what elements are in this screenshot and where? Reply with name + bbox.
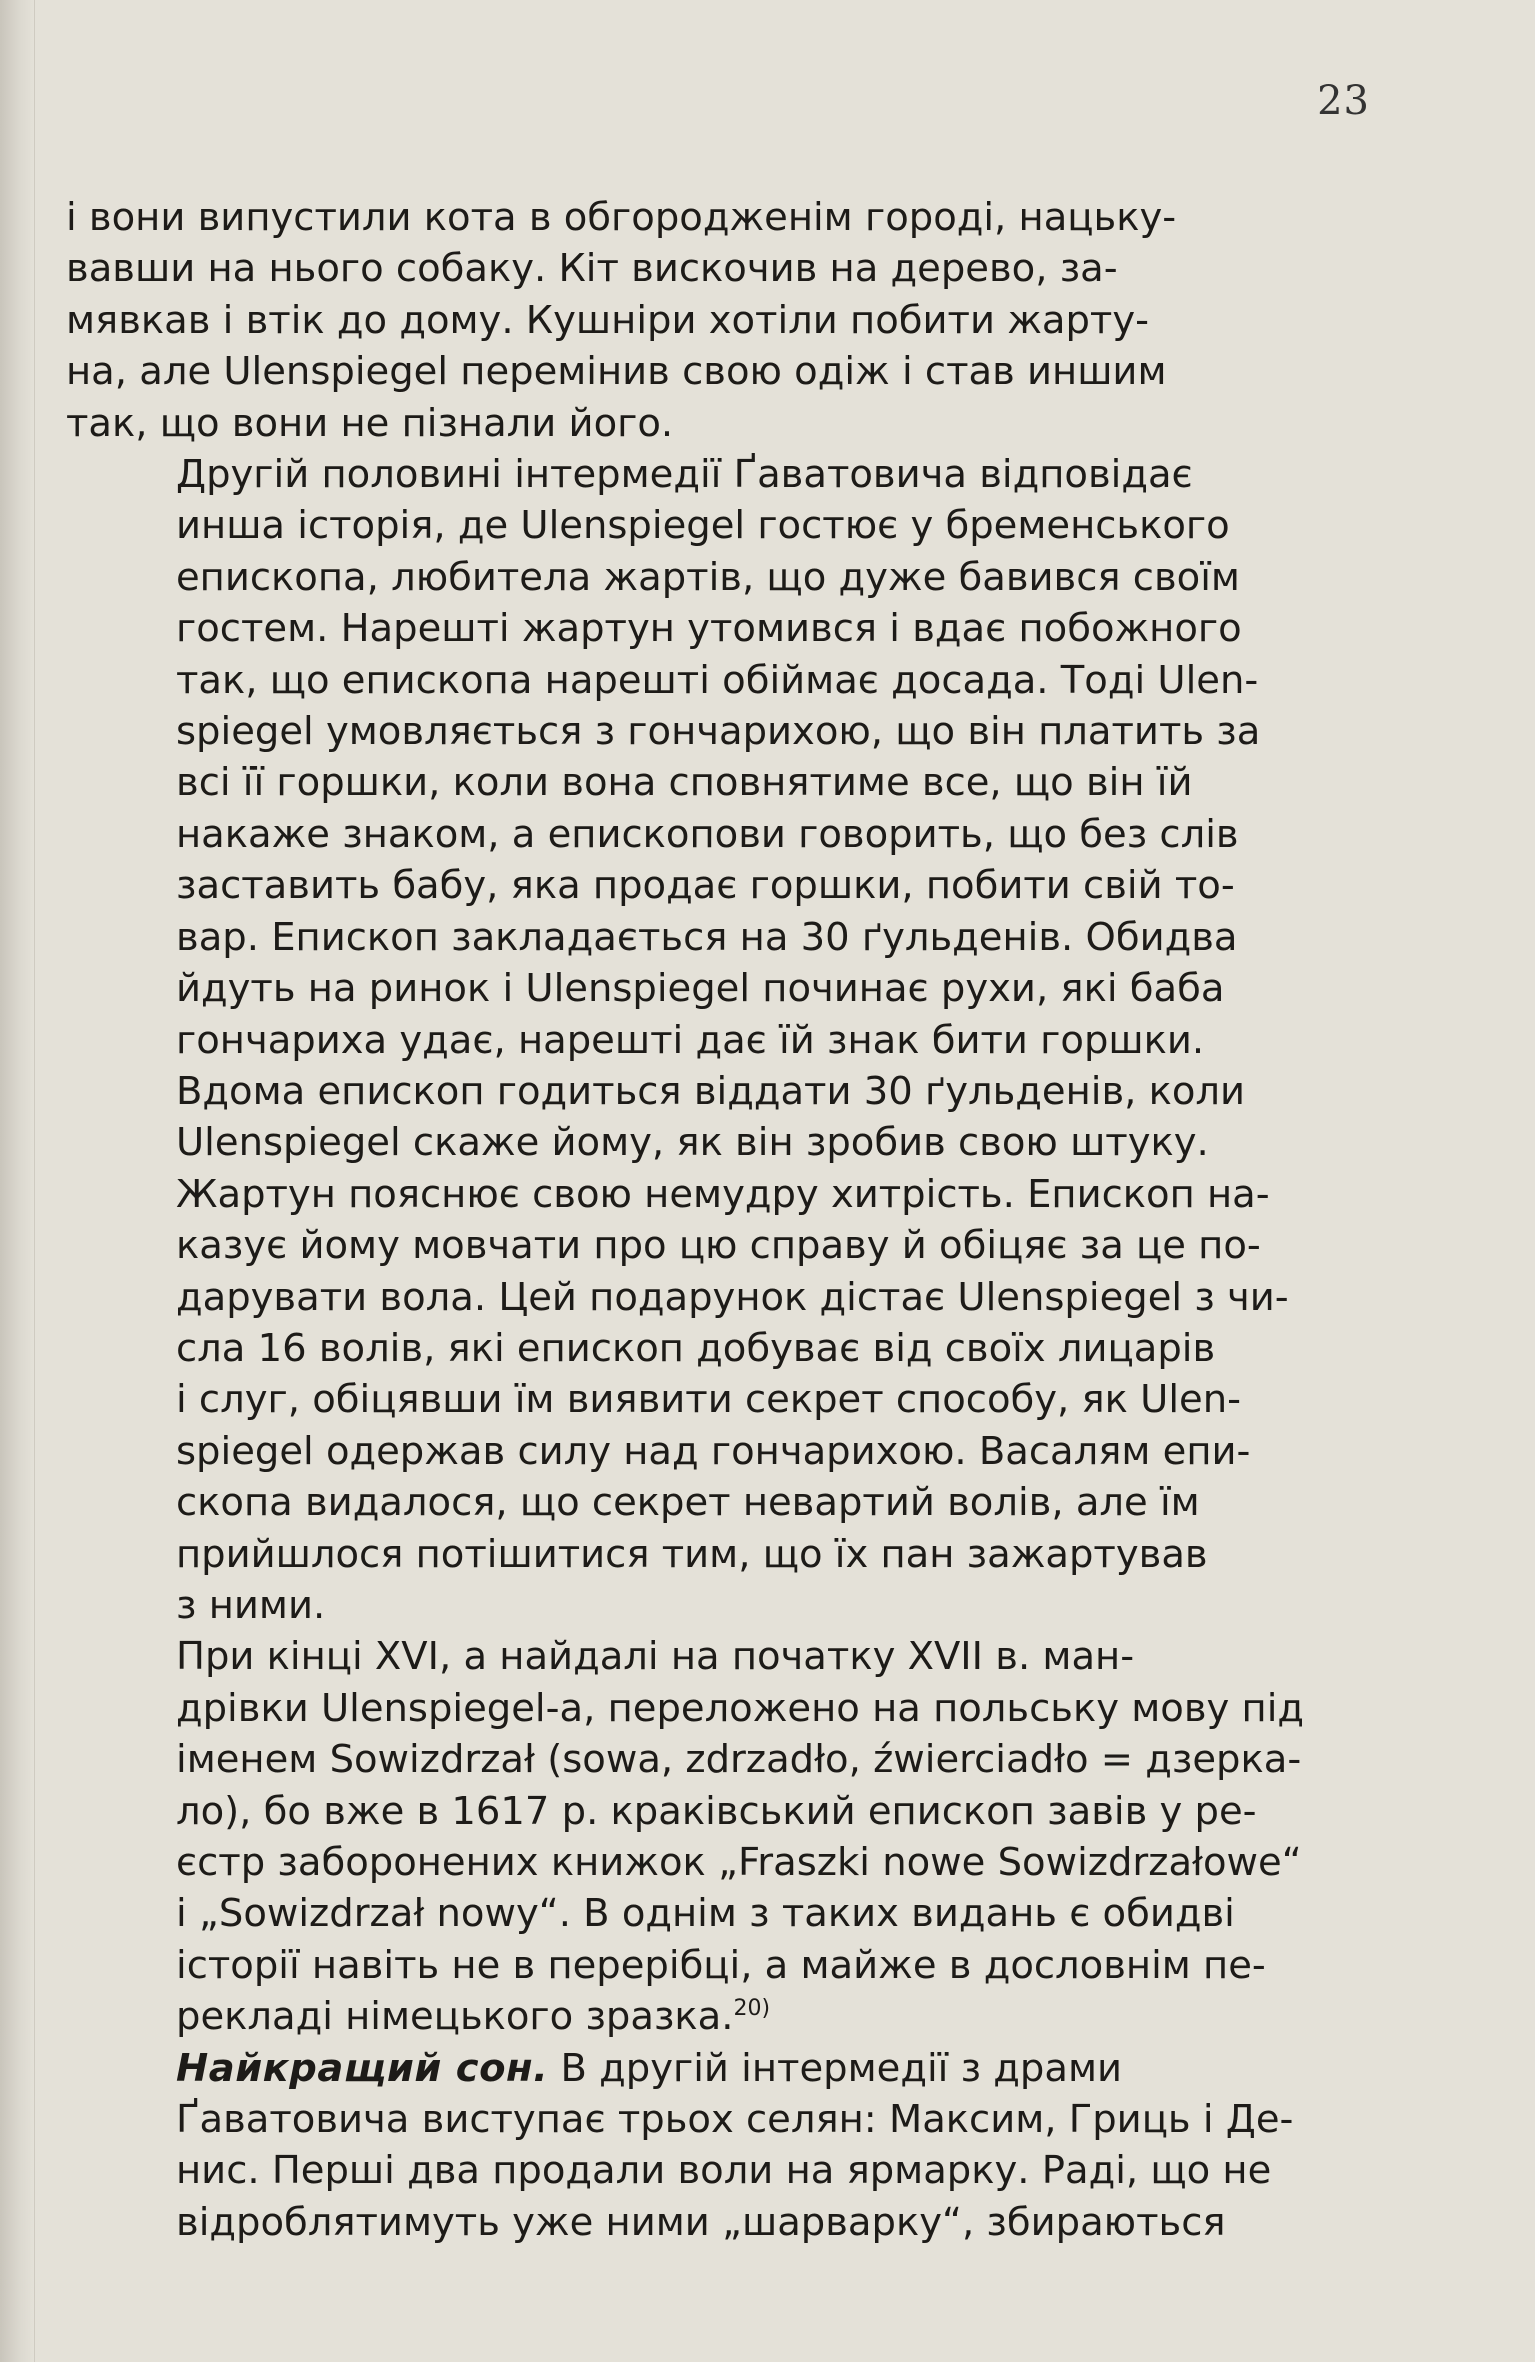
- page-binding-edge: [0, 0, 35, 2362]
- text-line: нис. Перші два продали воли на ярмарку. Раді, що не: [176, 2148, 1272, 2194]
- text-line: відроблятимуть уже ними „шарварку“, збираються: [176, 2199, 1226, 2245]
- text-line: з ними.: [176, 1582, 326, 1628]
- body-text: [66, 192, 1374, 2248]
- text-line: так, що епископа нарешті обіймає досада. Тоді Ulen-: [176, 657, 1259, 703]
- text-line: гончариха удає, нарешті дає їй знак бити горшки.: [176, 1017, 1205, 1063]
- text-line: епископа, любитела жартів, що дуже бавився своїм: [176, 554, 1240, 600]
- text-line: инша історія, де Ulenspiegel гостює у бременського: [176, 503, 1230, 549]
- text-line: Жартун пояснює свою немудру хитрість. Епископ на-: [176, 1171, 1270, 1217]
- footnote-reference: 20): [733, 1996, 771, 2022]
- text-line: йдуть на ринок і Ulenspiegel починає рухи, які баба: [176, 966, 1225, 1012]
- text-line: єстр заборонених книжок „Fraszki nowe Sowizdrzałowe“: [176, 1840, 1302, 1885]
- text-line-content: В другій інтермедії з драми: [548, 2045, 1123, 2091]
- text-line: ло), бо вже в 1617 р. краківський епископ завів у ре-: [176, 1788, 1257, 1834]
- text-line: [66, 2043, 1374, 2094]
- text-line: і слуг, обіцявши їм виявити секрет способу, як Ulen-: [176, 1377, 1242, 1423]
- section-heading: Найкращий сон.: [176, 2045, 549, 2091]
- text-line: вавши на нього собаку. Кіт вискочив на дерево, за-: [66, 246, 1118, 292]
- text-line: вар. Епископ закладається на 30 ґульденів. Обидва: [176, 914, 1238, 960]
- text-line: spiegel одержав силу над гончарихою. Васалям епи-: [176, 1428, 1251, 1474]
- text-line: історії навіть не в перерібці, а майже в дословнім пе-: [176, 1942, 1266, 1988]
- text-line: казує йому мовчати про цю справу й обіцяє за це по-: [176, 1223, 1261, 1269]
- text-line: всі її горшки, коли вона сповнятиме все, що він їй: [176, 760, 1193, 806]
- page-number: 23: [1317, 78, 1370, 124]
- text-line: прийшлося потішитися тим, що їх пан зажартував: [176, 1531, 1208, 1577]
- text-line: дрівки Ulenspiegel-а, переложено на польську мову під: [176, 1685, 1305, 1731]
- text-line: мявкав і втік до дому. Кушніри хотіли побити жарту-: [66, 297, 1150, 343]
- text-line: скопа видалося, що секрет невартий волів, але їм: [176, 1480, 1200, 1526]
- text-line: дарувати вола. Цей подарунок дістає Ulenspiegel з чи-: [176, 1274, 1289, 1320]
- paragraph-4: [66, 2043, 1374, 2249]
- text-line: Ґаватовича виступає трьох селян: Максим, Гриць і Де-: [176, 2097, 1294, 2143]
- text-line: так, що вони не пізнали його.: [66, 400, 674, 446]
- text-line: сла 16 волів, які епископ добуває від своїх лицарів: [176, 1325, 1216, 1371]
- text-line: spiegel умовляється з гончарихою, що він платить за: [176, 709, 1261, 755]
- paragraph-2: [66, 449, 1374, 1631]
- text-line: гостем. Нарешті жартун утомився і вдає побожного: [176, 606, 1242, 652]
- text-line: іменем Sowizdrzał (sowa, zdrzadło, źwierciadło = дзерка-: [176, 1737, 1302, 1783]
- text-line: і вони випустили кота в обгородженім городі, нацьку-: [66, 195, 1177, 240]
- text-line: накаже знаком, а епископови говорить, що без слів: [176, 811, 1239, 857]
- paragraph-1: [66, 192, 1374, 449]
- text-line: заставить бабу, яка продає горшки, побити свій то-: [176, 863, 1235, 909]
- text-line: Вдома епископ годиться віддати 30 ґульденів, коли: [176, 1068, 1246, 1114]
- text-line: на, але Ulenspiegel перемінив свою одіж і став иншим: [66, 349, 1167, 395]
- text-line: Другій половині інтермедії Ґаватовича відповідає: [176, 452, 1193, 498]
- text-line-content: рекладі німецького зразка.: [176, 1994, 734, 2040]
- paragraph-3: [66, 1631, 1374, 2042]
- text-line: [66, 1991, 1374, 2042]
- text-line: При кінці XVI, а найдалі на початку XVII в. ман-: [176, 1634, 1135, 1680]
- text-line: і „Sowizdrzał nowy“. В однім з таких видань є обидві: [176, 1891, 1235, 1937]
- text-line: Ulenspiegel скаже йому, як він зробив свою штуку.: [176, 1120, 1209, 1166]
